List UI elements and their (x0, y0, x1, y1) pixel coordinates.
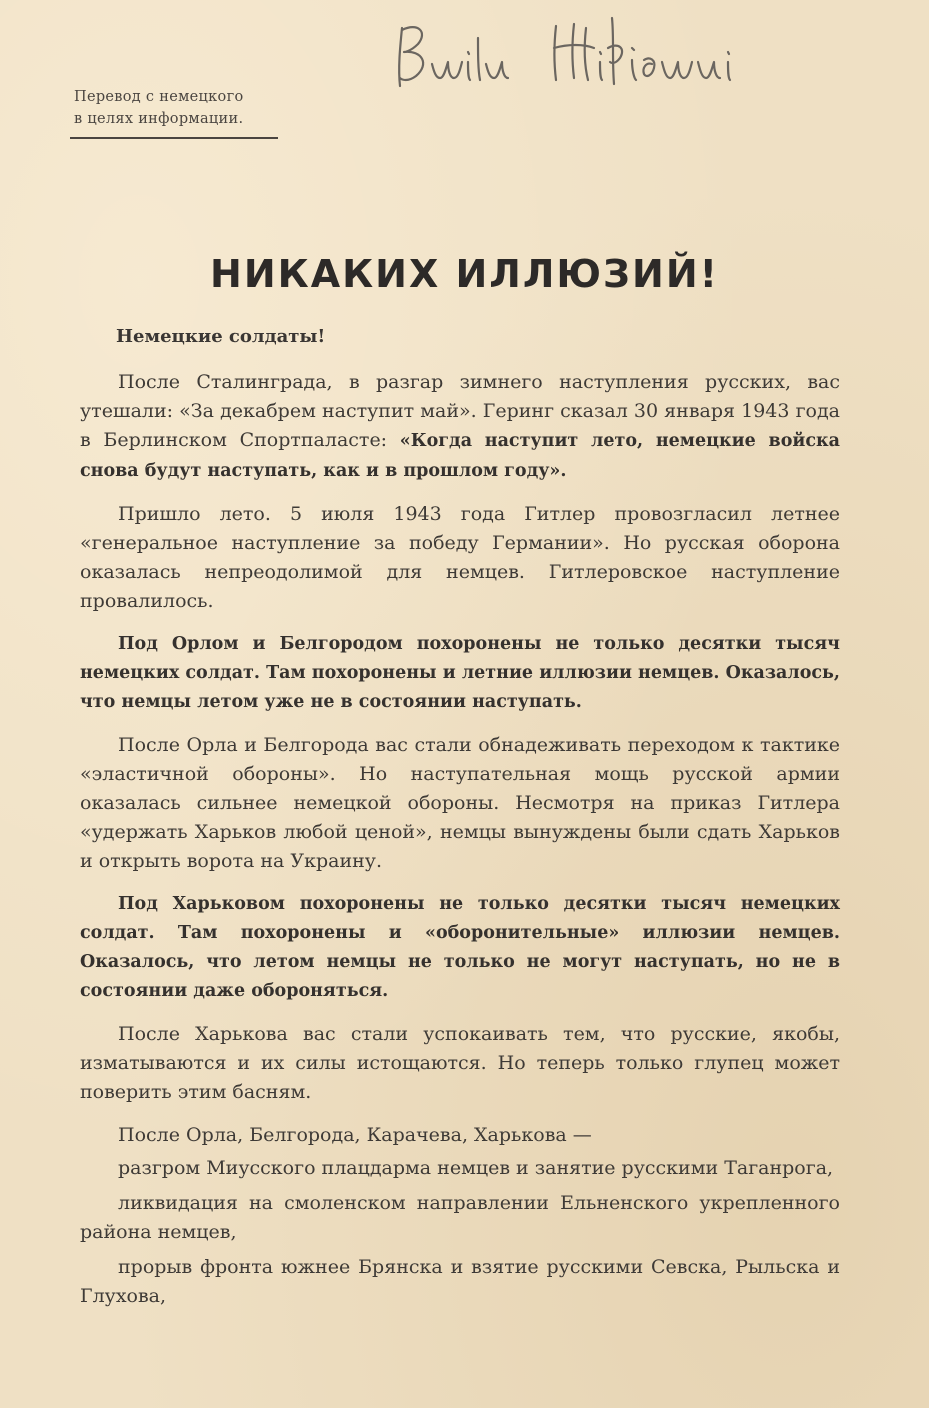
consequence-list (80, 1154, 840, 1311)
salutation: Немецкие солдаты! (116, 326, 326, 347)
paragraph-2: Пришло лето. 5 июля 1943 года Гитлер провозгласил летнее «генеральное наступление за победу Германии». Но русская оборона оказалась непреодолимой для немцев. Гитлеровское наступление провалилось. (80, 503, 840, 612)
translation-note (74, 86, 244, 130)
paragraph-3: Под Орлом и Белгородом похоронены не только десятки тысяч немецких солдат. Там похоронены и летние иллюзии немцев. Оказалось, что немцы летом уже не в состоянии наступать. (80, 634, 840, 712)
handwritten-signature (388, 8, 828, 98)
paragraph-1 (80, 368, 840, 486)
translation-note-line2: в целях информации. (74, 111, 244, 127)
paragraph-5: Под Харьковом похоронены не только десятки тысяч немецких солдат. Там похоронены и «оборонительные» иллюзии немцев. Оказалось, что летом немцы не только не могут наступать, но не в состоянии даже обороняться. (80, 894, 840, 1001)
paragraph-7: После Орла, Белгорода, Карачева, Харькова — (118, 1124, 592, 1146)
list-item: прорыв фронта южнее Брянска и взятие русскими Севска, Рыльска и Глухова, (80, 1256, 840, 1307)
paragraph-1-text: После Сталинграда, в разгар зимнего наступления русских, вас утешали: «За декабрем наступит май». Геринг сказал 30 января 1943 года в Берлинском Спортпаласте: (80, 371, 840, 451)
paragraph-4: После Орла и Белгорода вас стали обнадеживать переходом к тактике «эластичной обороны». Но наступательная мощь русской армии оказалась сильнее немецкой обороны. Несмотря на приказ Гитлера «удержать Харьков любой ценой», немцы вынуждены были сдать Харьков и открыть ворота на Украину. (80, 734, 840, 872)
translation-note-line1: Перевод с немецкого (74, 89, 244, 105)
note-underline (70, 137, 278, 139)
paragraph-6: После Харькова вас стали успокаивать тем, что русские, якобы, изматываются и их силы истощаются. Но теперь только глупец может поверить этим басням. (80, 1023, 840, 1103)
leaflet-body (80, 368, 840, 1317)
paragraph-1-quote: «Когда наступит лето, немецкие войска снова будут наступать, как и в прошлом году». (80, 431, 840, 481)
list-item: разгром Миусского плацдарма немцев и занятие русскими Таганрога, (118, 1157, 834, 1179)
page-title: НИКАКИХ ИЛЛЮЗИЙ! (210, 252, 719, 296)
list-item: ликвидация на смоленском направлении Ельненского укрепленного района немцев, (80, 1192, 840, 1243)
